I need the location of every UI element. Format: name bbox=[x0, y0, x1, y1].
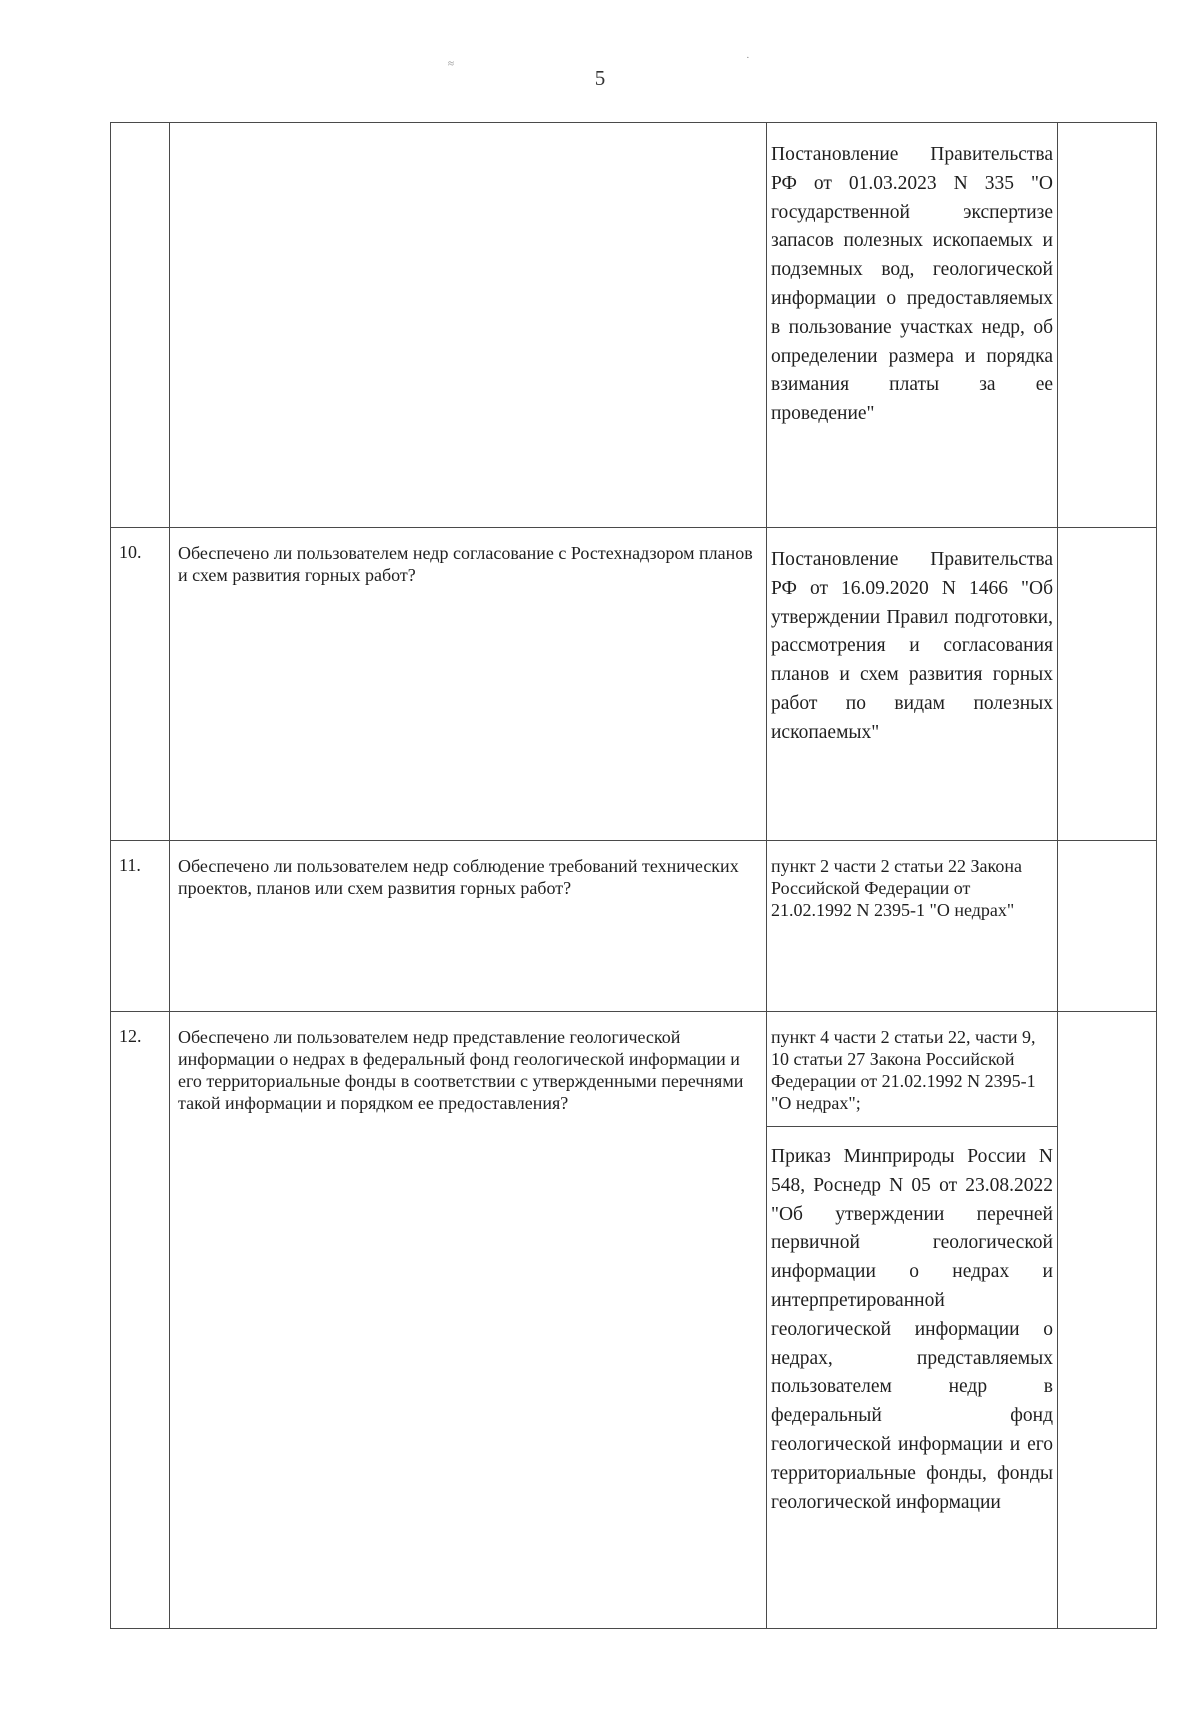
table-row bbox=[111, 1012, 1157, 1629]
table-row bbox=[111, 528, 1157, 841]
answer-cell bbox=[1058, 1012, 1157, 1629]
legal-basis-cell bbox=[767, 1012, 1058, 1629]
answer-cell bbox=[1058, 123, 1157, 528]
table-row bbox=[111, 123, 1157, 528]
answer-cell bbox=[1058, 528, 1157, 841]
legal-basis-cell bbox=[767, 528, 1058, 841]
legal-reference: пункт 4 части 2 статьи 22, части 9, 10 статьи 27 Закона Российской Федерации от 21.02.1992 N 2395-1 "О недрах"; bbox=[767, 1012, 1057, 1127]
page-number: 5 bbox=[594, 66, 606, 90]
row-number: 10. bbox=[111, 528, 170, 841]
row-number bbox=[111, 123, 170, 528]
scan-speck: ≈ bbox=[448, 58, 455, 70]
question-cell: Обеспечено ли пользователем недр согласование с Ростехнадзором планов и схем развития горных работ? bbox=[170, 528, 767, 841]
question-cell bbox=[170, 123, 767, 528]
legal-basis-cell bbox=[767, 123, 1058, 528]
legal-basis-cell bbox=[767, 841, 1058, 1012]
scan-speck: · bbox=[746, 52, 750, 64]
question-cell: Обеспечено ли пользователем недр представление геологической информации о недрах в федеральный фонд геологической информации и его территориальные фонды в соответствии с утвержденными перечнями такой информации и порядком ее предоставления? bbox=[170, 1012, 767, 1629]
question-cell: Обеспечено ли пользователем недр соблюдение требований технических проектов, планов или схем развития горных работ? bbox=[170, 841, 767, 1012]
legal-reference: Постановление Правительства РФ от 16.09.2020 N 1466 "Об утверждении Правил подготовки, рассмотрения и согласования планов и схем развития горных работ по видам полезных ископаемых" bbox=[771, 549, 1053, 743]
answer-cell bbox=[1058, 841, 1157, 1012]
row-number: 12. bbox=[111, 1012, 170, 1629]
table-row bbox=[111, 841, 1157, 1012]
checklist-table bbox=[110, 122, 1157, 1629]
legal-reference: пункт 2 части 2 статьи 22 Закона Российской Федерации от 21.02.1992 N 2395-1 "О недрах" bbox=[771, 856, 1022, 920]
row-number: 11. bbox=[111, 841, 170, 1012]
legal-reference: Постановление Правительства РФ от 01.03.2023 N 335 "О государственной экспертизе запасов полезных ископаемых и подземных вод, геологической информации о предоставляемых в пользование участках недр, об определении размера и порядка взимания платы за ее проведение" bbox=[771, 144, 1053, 425]
legal-reference: Приказ Минприроды России N 548, Роснедр N 05 от 23.08.2022 "Об утверждении перечней первичной геологической информации о недрах и интерпретированной геологической информации о недрах, представляемых пользователем недр в федеральный фонд геологической информации и его территориальные фонды, фонды геологической информации bbox=[771, 1146, 1053, 1513]
